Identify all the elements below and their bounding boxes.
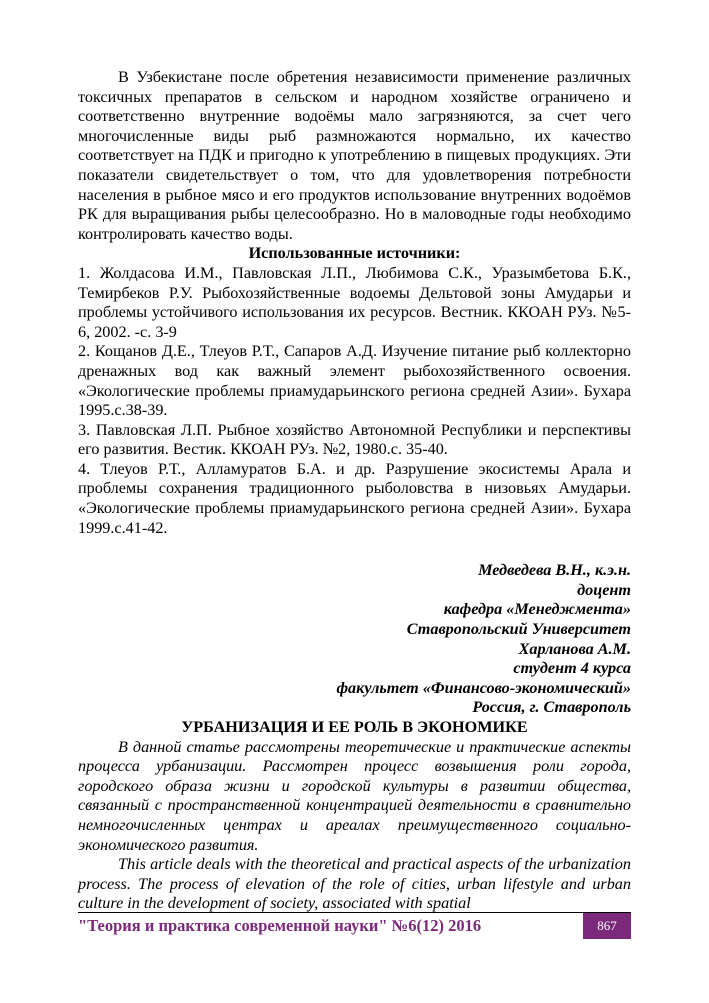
intro-paragraph: В Узбекистане после обретения независимости применение различных токсичных препаратов в сельском и народном хозяйстве ограничено и соответственно внутренние водоёмы мало загрязняются, за счет чего многочисленные виды рыб размножаются нормально, их качество соответствует на ПДК и пригодно к употреблению в пищевых продукциях. Эти показатели свидетельствует о том, что для удовлетворения потребности населения в рыбное мясо и его продуктов использование внутренних водоёмов РК для выращивания рыбы целесообразно. Но в маловодные годы необходимо контролировать качество воды. bbox=[78, 68, 631, 243]
author-line: кафедра «Менеджмента» bbox=[443, 600, 631, 619]
author-line: Медведева В.Н., к.э.н. bbox=[478, 561, 631, 580]
abstract bbox=[78, 738, 631, 914]
page-content bbox=[78, 68, 631, 914]
abstract-en: This article deals with the theoretical and practical aspects of the urbanization process. The process of elevation of the role of cities, urban lifestyle and urban culture in the development of society, associated with spatial bbox=[78, 855, 631, 913]
author-line: студент 4 курса bbox=[513, 659, 631, 678]
reference-item: 3. Павловская Л.П. Рыбное хозяйство Автономной Республики и перспективы его развития. Вестик. ККОАН РУз. №2, 1980.с. 35-40. bbox=[78, 420, 631, 459]
author-line: Россия, г. Ставрополь bbox=[472, 698, 631, 717]
author-line: Ставропольский Университет bbox=[406, 620, 631, 639]
footer-journal-title: "Теория и практика современной науки" №6(12) 2016 bbox=[78, 916, 482, 935]
footer-divider bbox=[78, 912, 631, 913]
author-line: факультет «Финансово-экономический» bbox=[336, 678, 631, 697]
article-title: УРБАНИЗАЦИЯ И ЕЕ РОЛЬ В ЭКОНОМИКЕ bbox=[181, 718, 528, 736]
reference-item: 4. Тлеуов Р.Т., Алламуратов Б.А. и др. Разрушение экосистемы Арала и проблемы сохранения традиционного рыболовства в низовьях Амударьи. «Экологические проблемы приамударьинского региона средней Азии». Бухара 1999.с.41-42. bbox=[78, 459, 631, 537]
author-line: Харланова А.М. bbox=[518, 639, 631, 658]
author-line: доцент bbox=[577, 580, 631, 599]
author-block bbox=[78, 561, 631, 718]
reference-item: 1. Жолдасова И.М., Павловская Л.П., Любимова С.К., Уразымбетова Б.К., Темирбеков Р.У. Рыбохозяйственные водоемы Дельтовой зоны Амударьи и проблемы устойчивого использования их ресурсов. Вестник. ККОАН РУз. №5-6, 2002. -с. 3-9 bbox=[78, 263, 631, 341]
page-number: 867 bbox=[583, 913, 631, 939]
reference-list bbox=[78, 264, 631, 538]
sources-heading: Использованные источники: bbox=[248, 244, 461, 263]
abstract-ru: В данной статье рассмотрены теоретические и практические аспекты процесса урбанизации. Рассмотрен процесс возвышения роли города, городского образа жизни и городской культуры в развитии общества, связанный с пространственной концентрацией деятельности в сравнительно немногочисленных центрах и ареалах преимущественного социально-экономического развития. bbox=[78, 737, 631, 854]
reference-item: 2. Кощанов Д.Е., Тлеуов Р.Т., Сапаров А.Д. Изучение питание рыб коллекторно дренажных вод как важный элемент рыбохозяйственного освоения. «Экологические проблемы приамударьинского региона средней Азии». Бухара 1995.с.38-39. bbox=[78, 342, 631, 420]
